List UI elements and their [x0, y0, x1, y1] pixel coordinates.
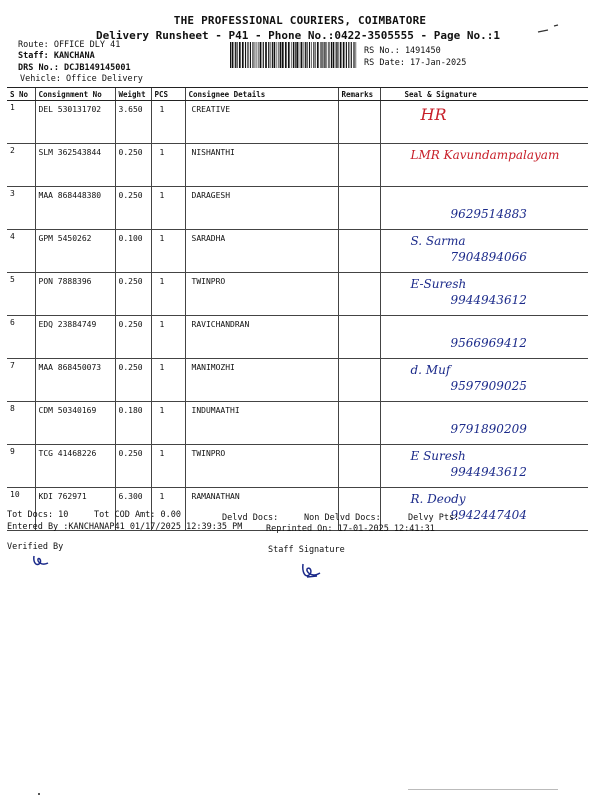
column-header-signature: Seal & Signature	[380, 88, 588, 101]
column-header-consignee: Consignee Details	[185, 88, 338, 101]
row-consignee: DARAGESH	[185, 187, 338, 230]
staff-signature-icon	[298, 560, 324, 582]
row-signature	[380, 230, 588, 273]
row-sno: 6	[7, 316, 35, 359]
row-remarks	[338, 101, 380, 144]
row-weight: 0.180	[115, 402, 151, 445]
table-row	[7, 187, 588, 230]
rs-number: RS No.: 1491450	[364, 46, 441, 56]
row-pcs: 1	[151, 488, 185, 531]
row-consignee: CREATIVE	[185, 101, 338, 144]
handwritten-phone: 9942447404	[450, 508, 527, 522]
row-weight: 0.250	[115, 187, 151, 230]
row-sno: 10	[7, 488, 35, 531]
vehicle-label: Vehicle: Office Delivery	[20, 74, 143, 84]
row-weight: 0.250	[115, 144, 151, 187]
handwritten-phone: 9791890209	[450, 422, 527, 436]
row-pcs: 1	[151, 316, 185, 359]
route-label: Route: OFFICE DLY 41	[18, 40, 121, 50]
row-consignment-no: CDM 50340169	[35, 402, 115, 445]
row-signature	[380, 359, 588, 402]
handwritten-phone: 9629514883	[450, 207, 527, 221]
row-weight: 0.250	[115, 316, 151, 359]
verified-by-label: Verified By	[7, 542, 64, 552]
row-sno: 9	[7, 445, 35, 488]
column-header-weight: Weight	[115, 88, 151, 101]
row-pcs: 1	[151, 230, 185, 273]
entered-by: Entered By :KANCHANAP41 01/17/2025 12:39:35 PM	[7, 522, 243, 532]
row-sno: 5	[7, 273, 35, 316]
row-remarks	[338, 144, 380, 187]
row-consignment-no: SLM 362543844	[35, 144, 115, 187]
row-signature	[380, 101, 588, 144]
row-consignment-no: EDQ 23884749	[35, 316, 115, 359]
row-sno: 3	[7, 187, 35, 230]
runsheet-table	[7, 87, 588, 531]
row-weight: 0.250	[115, 359, 151, 402]
table-row	[7, 273, 588, 316]
row-weight: 0.100	[115, 230, 151, 273]
row-signature	[380, 273, 588, 316]
handwritten-signature: S. Sarma	[410, 234, 466, 248]
row-consignee: NISHANTHI	[185, 144, 338, 187]
row-signature	[380, 402, 588, 445]
column-header-sno: S No	[7, 88, 35, 101]
staff-signature-label: Staff Signature	[268, 545, 345, 555]
row-pcs: 1	[151, 101, 185, 144]
row-weight: 0.250	[115, 445, 151, 488]
rs-date: RS Date: 17-Jan-2025	[364, 58, 467, 68]
row-pcs: 1	[151, 144, 185, 187]
table-row	[7, 230, 588, 273]
column-header-remarks: Remarks	[338, 88, 380, 101]
row-pcs: 1	[151, 402, 185, 445]
column-header-pcs: PCS	[151, 88, 185, 101]
row-signature	[380, 144, 588, 187]
non-delivered-docs: Non Delvd Docs:	[304, 513, 381, 523]
row-consignment-no: MAA 868450073	[35, 359, 115, 402]
row-remarks	[338, 187, 380, 230]
row-consignee: RAVICHANDRAN	[185, 316, 338, 359]
handwritten-signature: E-Suresh	[410, 277, 467, 291]
row-consignee: RAMANATHAN	[185, 488, 338, 531]
delivery-points: Delvy Pts:	[408, 513, 460, 523]
row-consignee: INDUMAATHI	[185, 402, 338, 445]
handwritten-phone: 9597909025	[450, 379, 527, 393]
total-docs: Tot Docs: 10	[7, 510, 69, 520]
row-consignee: SARADHA	[185, 230, 338, 273]
row-sno: 2	[7, 144, 35, 187]
barcode-image	[230, 42, 358, 68]
table-header-row	[7, 88, 588, 101]
handwritten-phone: 7904894066	[450, 250, 527, 264]
row-consignment-no: TCG 41468226	[35, 445, 115, 488]
verifier-signature-icon	[30, 552, 52, 570]
row-remarks	[338, 273, 380, 316]
corner-mark-icon	[536, 22, 562, 36]
row-pcs: 1	[151, 273, 185, 316]
row-consignment-no: KDI 762971	[35, 488, 115, 531]
company-name: THE PROFESSIONAL COURIERS, COIMBATORE	[173, 14, 427, 27]
row-sno: 7	[7, 359, 35, 402]
row-pcs: 1	[151, 187, 185, 230]
table-row	[7, 445, 588, 488]
row-consignment-no: PON 7888396	[35, 273, 115, 316]
row-remarks	[338, 402, 380, 445]
drs-number: DRS No.: DCJB149145001	[18, 63, 131, 73]
row-sno: 1	[7, 101, 35, 144]
handwritten-signature: E Suresh	[410, 449, 466, 463]
row-weight: 3.650	[115, 101, 151, 144]
page-edge-line	[408, 789, 558, 790]
row-consignee: TWINPRO	[185, 445, 338, 488]
reprinted-on: Reprinted On: 17-01-2025 12:41:31	[266, 524, 435, 534]
table-row	[7, 144, 588, 187]
total-cod-amount: Tot COD Amt: 0.00	[94, 510, 181, 520]
handwritten-phone: 9566969412	[450, 336, 527, 350]
staff-label: Staff: KANCHANA	[18, 51, 95, 61]
row-remarks	[338, 359, 380, 402]
row-weight: 6.300	[115, 488, 151, 531]
row-consignee: MANIMOZHI	[185, 359, 338, 402]
table-row	[7, 101, 588, 144]
runsheet-title: Delivery Runsheet - P41 - Phone No.:0422-3505555 - Page No.:1	[96, 29, 500, 42]
row-signature	[380, 187, 588, 230]
row-pcs: 1	[151, 359, 185, 402]
page-speck	[38, 793, 40, 795]
row-consignment-no: MAA 868448380	[35, 187, 115, 230]
row-signature	[380, 445, 588, 488]
row-consignment-no: GPM 5450262	[35, 230, 115, 273]
row-consignee: TWINPRO	[185, 273, 338, 316]
handwritten-signature: HR	[420, 105, 447, 124]
handwritten-signature: R. Deody	[410, 492, 466, 506]
column-header-consignment: Consignment No	[35, 88, 115, 101]
table-row	[7, 316, 588, 359]
handwritten-phone: 9944943612	[450, 293, 527, 307]
row-consignment-no: DEL 530131702	[35, 101, 115, 144]
row-remarks	[338, 230, 380, 273]
row-remarks	[338, 445, 380, 488]
row-sno: 4	[7, 230, 35, 273]
handwritten-signature: d. Muf	[410, 363, 451, 377]
row-pcs: 1	[151, 445, 185, 488]
handwritten-phone: 9944943612	[450, 465, 527, 479]
row-weight: 0.250	[115, 273, 151, 316]
row-sno: 8	[7, 402, 35, 445]
row-remarks	[338, 316, 380, 359]
handwritten-signature: LMR Kavundampalayam	[410, 148, 560, 162]
table-row	[7, 402, 588, 445]
table-row	[7, 359, 588, 402]
delivered-docs: Delvd Docs:	[222, 513, 279, 523]
row-signature	[380, 316, 588, 359]
